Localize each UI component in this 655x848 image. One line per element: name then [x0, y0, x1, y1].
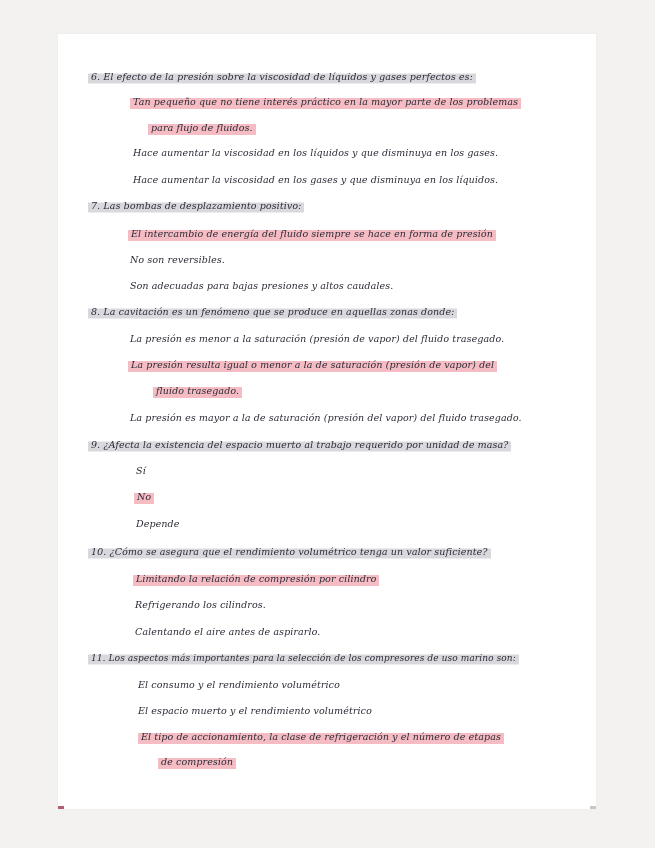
question-9 [88, 439, 511, 453]
answer-option: Sí [136, 466, 146, 477]
question-number: 11. [91, 654, 106, 664]
question-number: 9. [91, 440, 101, 451]
answer-option: Depende [136, 519, 180, 530]
answer-option-highlighted: El intercambio de energía del fluido siempre se hace en forma de presión [128, 228, 496, 242]
answer-option: No son reversibles. [130, 255, 225, 266]
answer-option-highlighted: Limitando la relación de compresión por cilindro [133, 573, 379, 587]
question-text: ¿Cómo se asegura que el rendimiento volumétrico tenga un valor suficiente? [109, 547, 488, 558]
question-text: La cavitación es un fenómeno que se produce en aquellas zonas donde: [103, 307, 455, 318]
notebook-page [58, 34, 596, 809]
answer-option-highlighted: fluido trasegado. [153, 385, 242, 399]
question-number: 8. [91, 307, 101, 318]
answer-option-highlighted: La presión resulta igual o menor a la de saturación (presión de vapor) del [128, 359, 497, 373]
answer-option: Hace aumentar la viscosidad en los líquidos y que disminuya en los gases. [133, 148, 499, 159]
question-7 [88, 200, 304, 214]
question-10 [88, 546, 491, 560]
answer-option: Son adecuadas para bajas presiones y altos caudales. [130, 281, 394, 292]
corner-mark [590, 806, 596, 809]
answer-option-highlighted: para flujo de fluidos. [148, 122, 256, 136]
question-number: 7. [91, 201, 101, 212]
question-text: ¿Afecta la existencia del espacio muerto al trabajo requerido por unidad de masa? [103, 440, 509, 451]
answer-option: Refrigerando los cilindros. [135, 600, 266, 611]
answer-option: Calentando el aire antes de aspirarlo. [135, 627, 321, 638]
question-number: 10. [91, 547, 107, 558]
answer-option: La presión es menor a la saturación (presión de vapor) del fluido trasegado. [130, 334, 505, 345]
question-11 [88, 652, 519, 666]
answer-option-highlighted: Tan pequeño que no tiene interés práctico en la mayor parte de los problemas [130, 96, 521, 110]
question-text: Los aspectos más importantes para la selección de los compresores de uso marino son: [108, 654, 516, 664]
answer-option: Hace aumentar la viscosidad en los gases y que disminuya en los líquidos. [133, 175, 499, 186]
answer-option-highlighted: de compresión [158, 756, 236, 770]
question-6 [88, 71, 476, 85]
question-number: 6. [91, 72, 101, 83]
answer-option: El espacio muerto y el rendimiento volumétrico [138, 706, 372, 717]
question-text: El efecto de la presión sobre la viscosidad de líquidos y gases perfectos es: [103, 72, 473, 83]
answer-option: El consumo y el rendimiento volumétrico [138, 680, 340, 691]
answer-option-highlighted: El tipo de accionamiento, la clase de refrigeración y el número de etapas [138, 731, 504, 745]
corner-mark [58, 806, 64, 809]
answer-option-highlighted: No [134, 491, 154, 505]
answer-option: La presión es mayor a la de saturación (presión del vapor) del fluido trasegado. [130, 413, 522, 424]
question-text: Las bombas de desplazamiento positivo: [103, 201, 302, 212]
question-8 [88, 306, 457, 320]
